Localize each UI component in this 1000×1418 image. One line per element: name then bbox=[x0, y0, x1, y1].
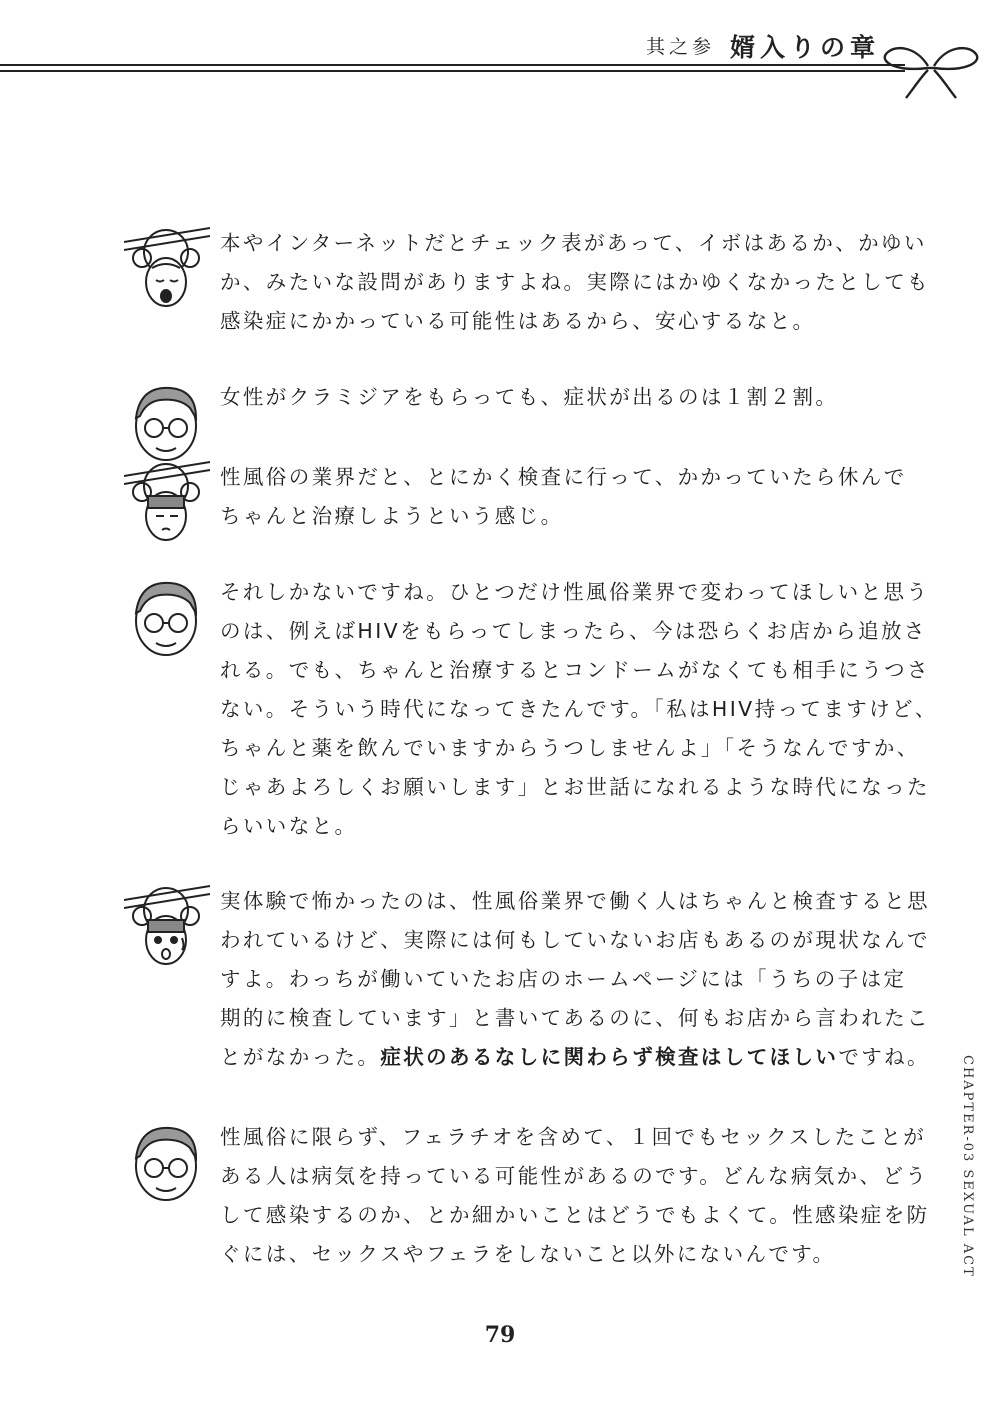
side-chapter-label: CHAPTER-03 SEXUAL ACT bbox=[960, 1055, 975, 1278]
emphasized-text: 症状のあるなしに関わらず検査はしてほしい bbox=[380, 1045, 839, 1069]
oiran-woman-face-icon bbox=[120, 224, 212, 316]
ribbon-bow-icon bbox=[876, 40, 986, 100]
header-rule bbox=[0, 64, 905, 72]
dialogue-text: それしかないですね。ひとつだけ性風俗業界で変わってほしいと思う のは、例えばHIVをもらってしまったら、今は恐らくお店から追放さ れる。でも、ちゃんと治療するとコンドームがなくても相手にうつさ ない。そういう時代になってきたんです。「私はHIV持ってますけど、 ちゃんと薬を飲んでいますからうつしませんよ」「そうなんですか、 じゃあよろしくお願いします」とお世話になれるような時代になった らいいなと。 bbox=[220, 580, 938, 838]
dialogue-text: 本やインターネットだとチェック表があって、イボはあるか、かゆい か、みたいな設問がありますよね。実際にはかゆくなかったとしても 感染症にかかっている可能性はあるから、安心するなと。 bbox=[220, 231, 930, 333]
glasses-man-face-icon bbox=[120, 573, 212, 665]
oiran-woman-face-icon bbox=[120, 882, 212, 974]
glasses-man-face-icon bbox=[120, 378, 212, 470]
oiran-woman-face-icon bbox=[120, 458, 212, 550]
dialogue-text: 女性がクラミジアをもらっても、症状が出るのは１割２割。 bbox=[220, 385, 839, 409]
chapter-title: 婿入りの章 bbox=[730, 33, 881, 62]
page-number: 79 bbox=[484, 1322, 516, 1348]
glasses-man-face-icon bbox=[120, 1118, 212, 1210]
dialogue-text: 性風俗に限らず、フェラチオを含めて、１回でもセックスしたことが ある人は病気を持っている可能性があるのです。どんな病気か、どう して感染するのか、とか細かいことはどうでもよくて。性感染症を防 ぐには、セックスやフェラをしないこと以外にないんです。 bbox=[220, 1125, 930, 1266]
dialogue-text: 実体験で怖かったのは、性風俗業界で働く人はちゃんと検査すると思 われているけど、実際には何もしていないお店もあるのが現状なんで すよ。わっちが働いていたお店のホームページには「うちの子は定 期的に検査しています」と書いてあるのに、何もお店から言われたこ とがなかった。症状のあるなしに関わらず検査はしてほしいですね。 bbox=[220, 889, 930, 1069]
dialogue-text: 性風俗の業界だと、とにかく検査に行って、かかっていたら休んで ちゃんと治療しようという感じ。 bbox=[220, 465, 907, 528]
chapter-label: 其之参 bbox=[646, 36, 716, 58]
